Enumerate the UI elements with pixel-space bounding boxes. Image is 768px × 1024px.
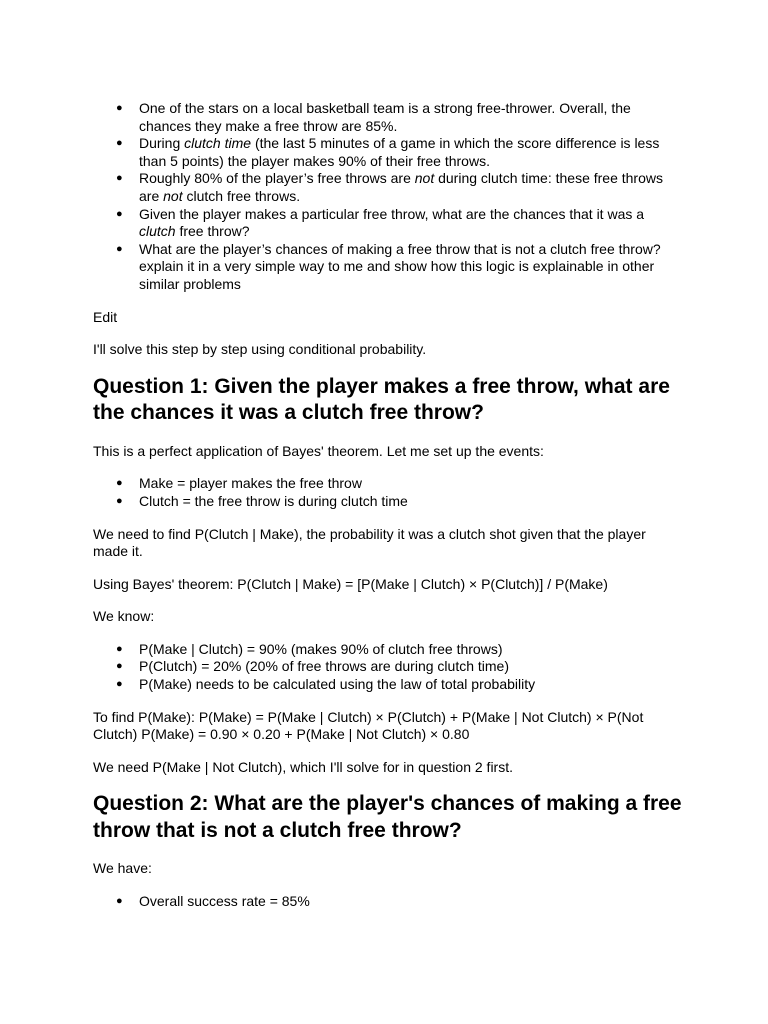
need-q2-statement: We need P(Make | Not Clutch), which I'll solve for in question 2 first. [93, 758, 513, 775]
list-item: ● P(Make) needs to be calculated using the law of total probability [93, 676, 683, 694]
list-item: ● Make = player makes the free throw [93, 475, 683, 493]
given-list [93, 893, 683, 911]
we-have-label: We have: [93, 860, 152, 877]
document-content [93, 100, 683, 911]
bayes-intro: This is a perfect application of Bayes' theorem. Let me set up the events: [93, 442, 544, 459]
list-item: ● P(Clutch) = 20% (20% of free throws are during clutch time) [93, 658, 683, 676]
question-1-heading: Question 1: Given the player makes a free throw, what are the chances it was a clutch free throw? [93, 374, 670, 425]
edit-label: Edit [93, 308, 118, 325]
total-probability: To find P(Make): P(Make) = P(Make | Clutch) × P(Clutch) + P(Make | Not Clutch) × P(Not Clutch) P(Make) = 0.90 × 0.20 + P(Make | Not Clutch) × 0.80 [93, 708, 644, 743]
list-item: ● During clutch time (the last 5 minutes of a game in which the score difference is less than 5 points) the player makes 90% of their free throws. [93, 135, 683, 170]
list-item: ● Given the player makes a particular free throw, what are the chances that it was a clutch free throw? [93, 206, 683, 241]
events-list [93, 475, 683, 510]
list-item: ● P(Make | Clutch) = 90% (makes 90% of clutch free throws) [93, 641, 683, 659]
list-item: ● Roughly 80% of the player’s free throws are not during clutch time: these free throws are not clutch free throws. [93, 170, 683, 205]
need-statement: We need to find P(Clutch | Make), the probability it was a clutch shot given that the player made it. [93, 525, 646, 560]
we-know-label: We know: [93, 608, 155, 625]
problem-list [93, 100, 683, 294]
list-item: ● One of the stars on a local basketball team is a strong free-thrower. Overall, the chances they make a free throw are 85%. [93, 100, 683, 135]
list-item: ● What are the player’s chances of making a free throw that is not a clutch free throw? explain it in a very simple way to me and show how this logic is explainable in other similar problems [93, 241, 683, 294]
bayes-formula: Using Bayes' theorem: P(Clutch | Make) = [P(Make | Clutch) × P(Clutch)] / P(Make) [93, 575, 608, 592]
list-item: ● Clutch = the free throw is during clutch time [93, 493, 683, 511]
question-2-heading: Question 2: What are the player's chances of making a free throw that is not a clutch free throw? [93, 792, 682, 842]
list-item: ● Overall success rate = 85% [93, 893, 683, 911]
known-list [93, 641, 683, 694]
answer-intro: I'll solve this step by step using conditional probability. [93, 341, 427, 358]
